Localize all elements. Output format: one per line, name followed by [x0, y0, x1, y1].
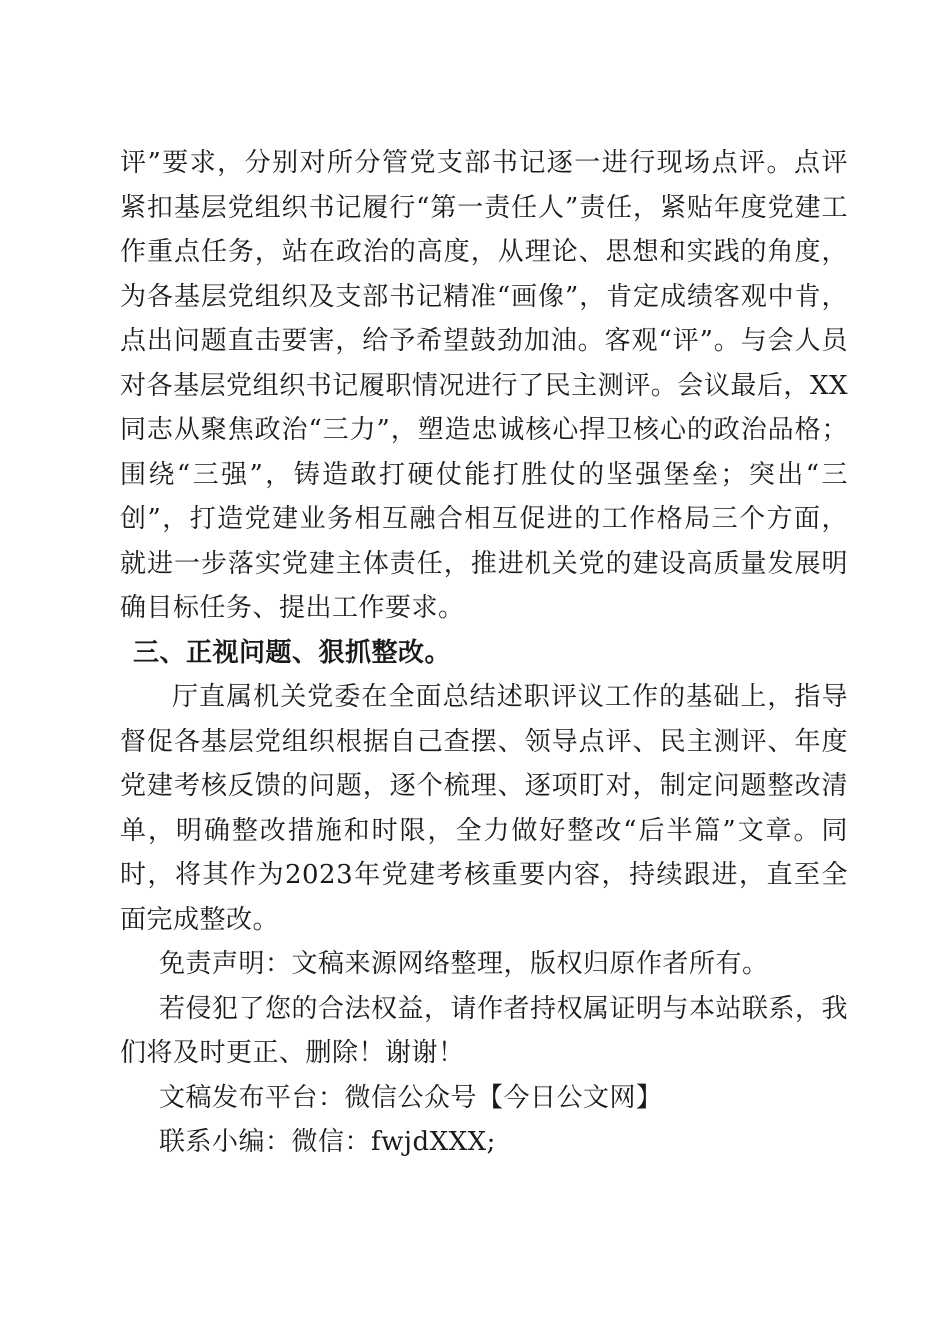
disclaimer-text: 免责声明：文稿来源网络整理，版权归原作者所有。 [159, 949, 769, 979]
paragraph-section-body: 厅直属机关党委在全面总结述职评议工作的基础上，指导督促各基层党组织根据自己查摆、领导点评、民主测评、年度党建考核反馈的问题，逐个梳理、逐项盯对，制定问题整改清单，明确整改措施和时限，全力做好整改“后半篇”文章。同时，将其作为2023年党建考核重要内容，持续跟进，直至全面完成整改。 [120, 682, 848, 935]
document-body [120, 141, 848, 1165]
platform-text: 文稿发布平台：微信公众号【今日公文网】 [159, 1082, 663, 1113]
paragraph-continuation: 评”要求，分别对所分管党支部书记逐一进行现场点评。点评紧扣基层党组织书记履行“第一责任人”责任，紧贴年度党建工作重点任务，站在政治的高度，从理论、思想和实践的角度，为各基层党组织及支部书记精准“画像”，肯定成绩客观中肯，点出问题直击要害，给予希望鼓劲加油。客观“评”。与会人员对各基层党组织书记履职情况进行了民主测评。会议最后，XX同志从聚焦政治“三力”，塑造忠诚核心捍卫核心的政治品格；围绕“三强”，铸造敢打硬仗能打胜仗的坚强堡垒；突出“三创”，打造党建业务相互融合相互促进的工作格局三个方面，就进一步落实党建主体责任，推进机关党的建设高质量发展明确目标任务、提出工作要求。 [120, 148, 848, 623]
section-heading: 三、正视问题、狠抓整改。 [133, 637, 452, 668]
contact-text: 联系小编：微信：fwjdXXX; [159, 1127, 496, 1157]
infringement-notice: 若侵犯了您的合法权益，请作者持权属证明与本站联系，我们将及时更正、删除！谢谢！ [120, 993, 849, 1068]
